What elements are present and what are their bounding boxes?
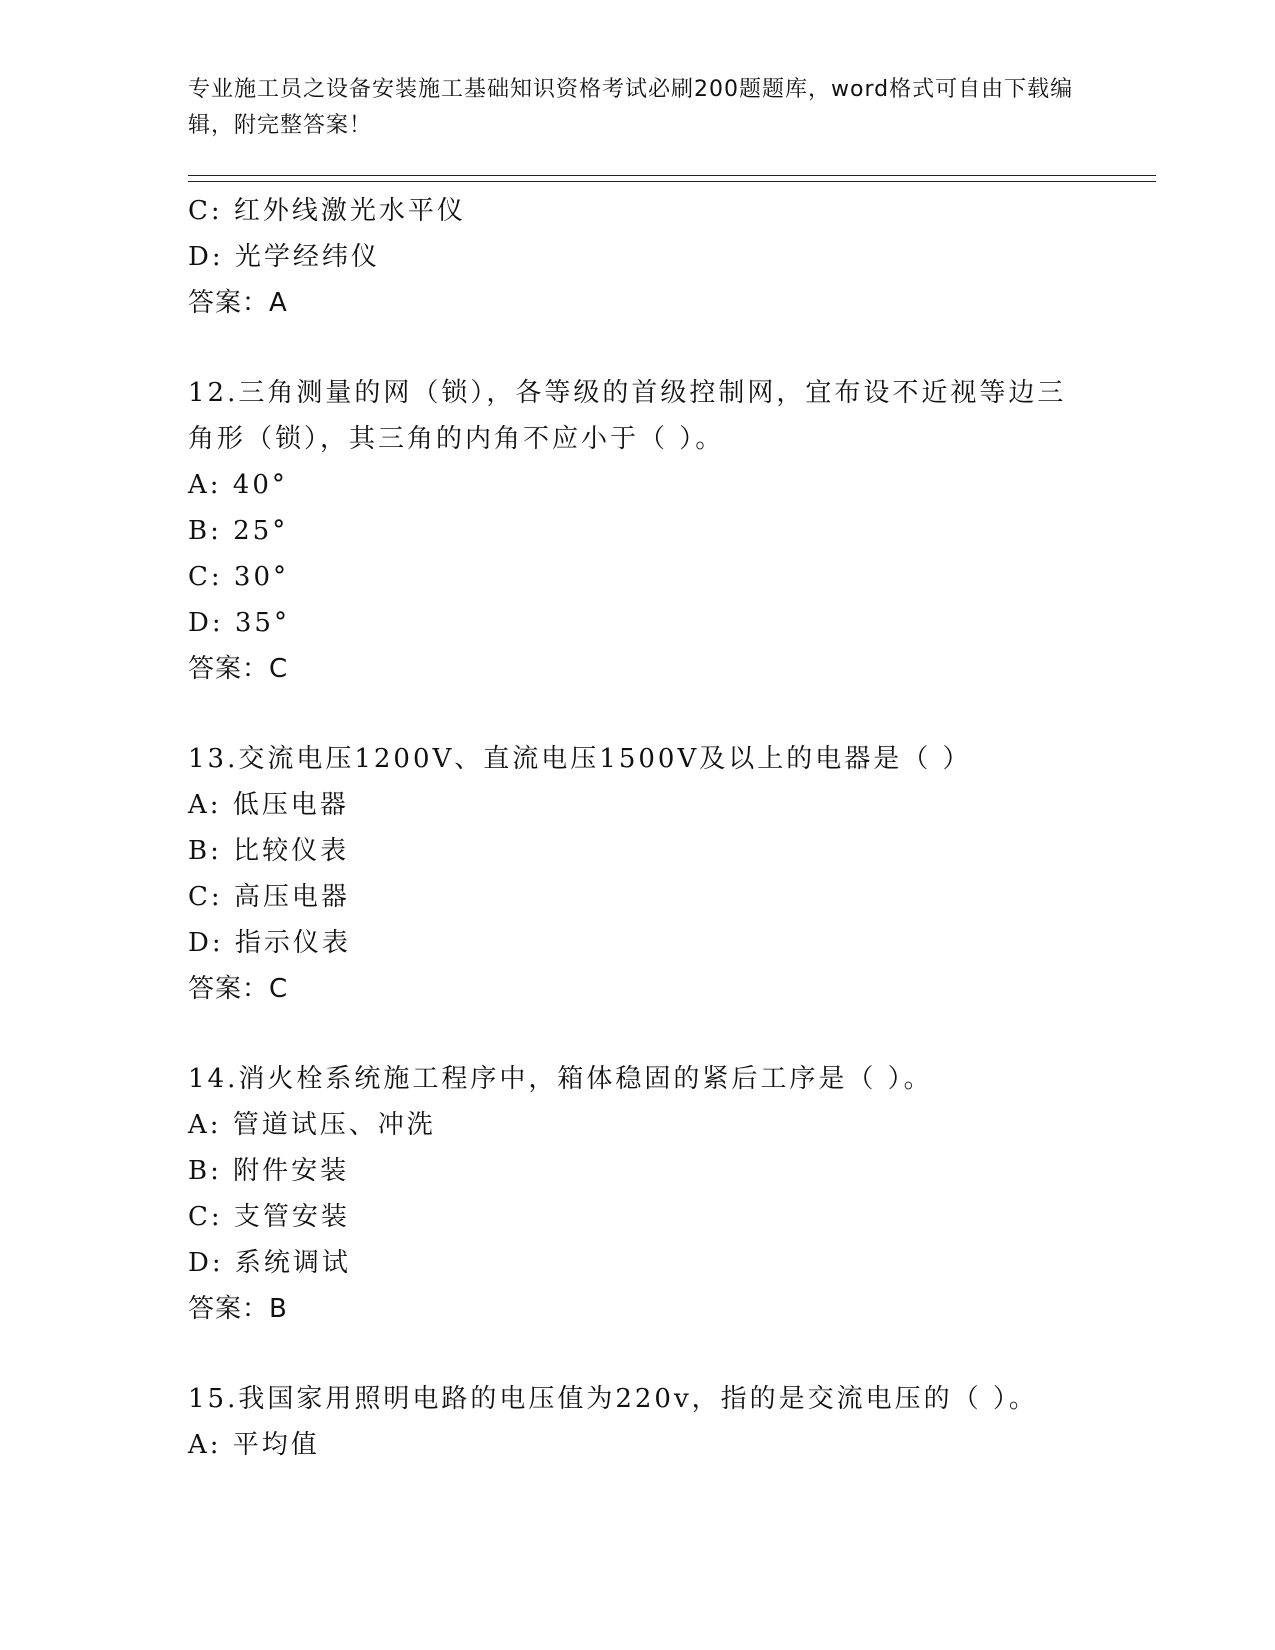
header-rule-top [188,175,1156,176]
question-text: 14.消火栓系统施工程序中，箱体稳固的紧后工序是（ ）。 [188,1064,933,1094]
question-list [188,188,1088,1468]
option-b: B: 25° [188,516,289,546]
option-a: A: 40° [188,470,288,500]
option-d: D: 指示仪表 [188,928,351,958]
option-b: B: 比较仪表 [188,836,350,866]
option-a: A: 低压电器 [188,790,349,820]
answer: 答案：C [188,654,289,684]
question-text: 12.三角测量的网（锁），各等级的首级控制网，宜布设不近视等边三角形（锁），其三角的内角不应小于（ ）。 [188,378,1067,454]
option-a: A: 平均值 [188,1430,320,1460]
option-d: D: 系统调试 [188,1248,351,1278]
question-text: 13.交流电压1200V、直流电压1500V及以上的电器是（ ） [188,744,972,774]
option-d: D: 35° [188,608,290,638]
option-b: B: 附件安装 [188,1156,350,1186]
option-a: A: 管道试压、冲洗 [188,1110,436,1140]
option-c: C: 30° [188,562,290,592]
header-rule-bottom [188,181,1156,182]
question-text: 15.我国家用照明电路的电压值为220v，指的是交流电压的（ ）。 [188,1384,1038,1414]
answer: 答案：A [188,288,288,318]
option-c: C: 高压电器 [188,882,350,912]
option-d: D: 光学经纬仪 [188,242,380,272]
option-c: C: 支管安装 [188,1202,350,1232]
document-title: 专业施工员之设备安装施工基础知识资格考试必刷200题题库，word格式可自由下载编辑，附完整答案！ [188,77,1074,138]
option-c: C: 红外线激光水平仪 [188,196,466,226]
answer: 答案：C [188,974,289,1004]
answer: 答案：B [188,1294,288,1324]
